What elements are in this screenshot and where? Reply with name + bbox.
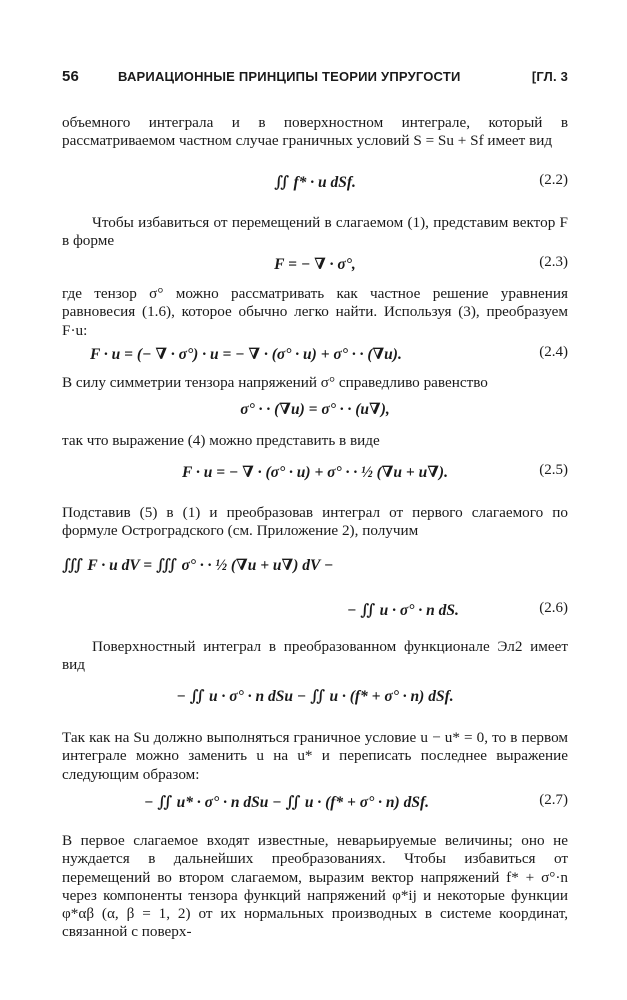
running-title: ВАРИАЦИОННЫЕ ПРИНЦИПЫ ТЕОРИИ УПРУГОСТИ bbox=[118, 69, 461, 84]
equation-symmetry bbox=[62, 397, 568, 423]
formula-2-3: F = − ∇ · σ°, bbox=[274, 256, 356, 273]
eq-number-2-5: (2.5) bbox=[539, 462, 568, 478]
paragraph-8: Так как на Su должно выполняться граничное условие u − u* = 0, то в первом интеграле можно заменить u на u* и переписать последнее выражение следующим образом: bbox=[62, 729, 568, 783]
formula-2-4: F · u = (− ∇ · σ°) · u = − ∇ · (σ° · u) + σ° · · (∇u). bbox=[90, 346, 402, 363]
eq-number-2-2: (2.2) bbox=[539, 172, 568, 188]
equation-2-2 bbox=[62, 170, 568, 196]
page-header bbox=[62, 68, 568, 88]
formula-2-6b: − ∬ u · σ° · n dS. bbox=[347, 602, 459, 619]
eq-number-2-6: (2.6) bbox=[539, 600, 568, 616]
paragraph-5: так что выражение (4) можно представить в виде bbox=[62, 432, 380, 449]
equation-surface bbox=[62, 684, 568, 710]
formula-2-5: F · u = − ∇ · (σ° · u) + σ° · · ½ (∇u + u∇). bbox=[182, 464, 448, 481]
eq-number-2-3: (2.3) bbox=[539, 254, 568, 270]
formula-2-7: − ∬ u* · σ° · n dSu − ∬ u · (f* + σ° · n) dSf. bbox=[144, 794, 429, 811]
equation-2-5 bbox=[62, 460, 568, 486]
paragraph-9: В первое слагаемое входят известные, неварьируемые величины; оно не нуждается в дальнейших преобразованиях. Чтобы избавиться от перемещений во втором слагаемом, выразим вектор напряжений f* + σ°·n через компоненты тензора функций напряжений φ*ij и некоторые функции φ*αβ (α, β = 1, 2) от их нормальных производных в системе координат, связанной с поверх- bbox=[62, 832, 568, 941]
paragraph-3: где тензор σ° можно рассматривать как частное решение уравнения равновесия (1.6), которое обычно легко найти. Используя (3), преобразуем F·u: bbox=[62, 285, 568, 339]
paragraph-4: В силу симметрии тензора напряжений σ° справедливо равенство bbox=[62, 374, 488, 391]
equation-2-3 bbox=[62, 252, 568, 278]
equation-2-6-line2 bbox=[62, 598, 568, 624]
formula-symmetry: σ° · · (∇u) = σ° · · (u∇), bbox=[240, 401, 390, 418]
formula-surface: − ∬ u · σ° · n dSu − ∬ u · (f* + σ° · n) dSf. bbox=[176, 688, 454, 705]
paragraph-2: Чтобы избавиться от перемещений в слагаемом (1), представим вектор F в форме bbox=[62, 214, 568, 250]
equation-2-4 bbox=[62, 342, 568, 368]
equation-2-6-line1 bbox=[62, 553, 568, 579]
chapter-label: [ГЛ. 3 bbox=[531, 69, 568, 84]
paragraph-1: объемного интеграла и в поверхностном интеграле, который в рассматриваемом частном случае граничных условий S = Su + Sf имеет вид bbox=[62, 114, 568, 150]
formula-2-6a: ∭ F · u dV = ∭ σ° · · ½ (∇u + u∇) dV − bbox=[62, 557, 334, 574]
page-number: 56 bbox=[62, 68, 80, 85]
paragraph-6: Подставив (5) в (1) и преобразовав интеграл от первого слагаемого по формуле Остроградского (см. Приложение 2), получим bbox=[62, 504, 568, 540]
paragraph-7: Поверхностный интеграл в преобразованном функционале Эл2 имеет вид bbox=[62, 638, 568, 674]
formula-2-2: ∬ f* · u dSf. bbox=[274, 174, 356, 191]
eq-number-2-7: (2.7) bbox=[539, 792, 568, 808]
eq-number-2-4: (2.4) bbox=[539, 344, 568, 360]
equation-2-7 bbox=[62, 790, 568, 816]
